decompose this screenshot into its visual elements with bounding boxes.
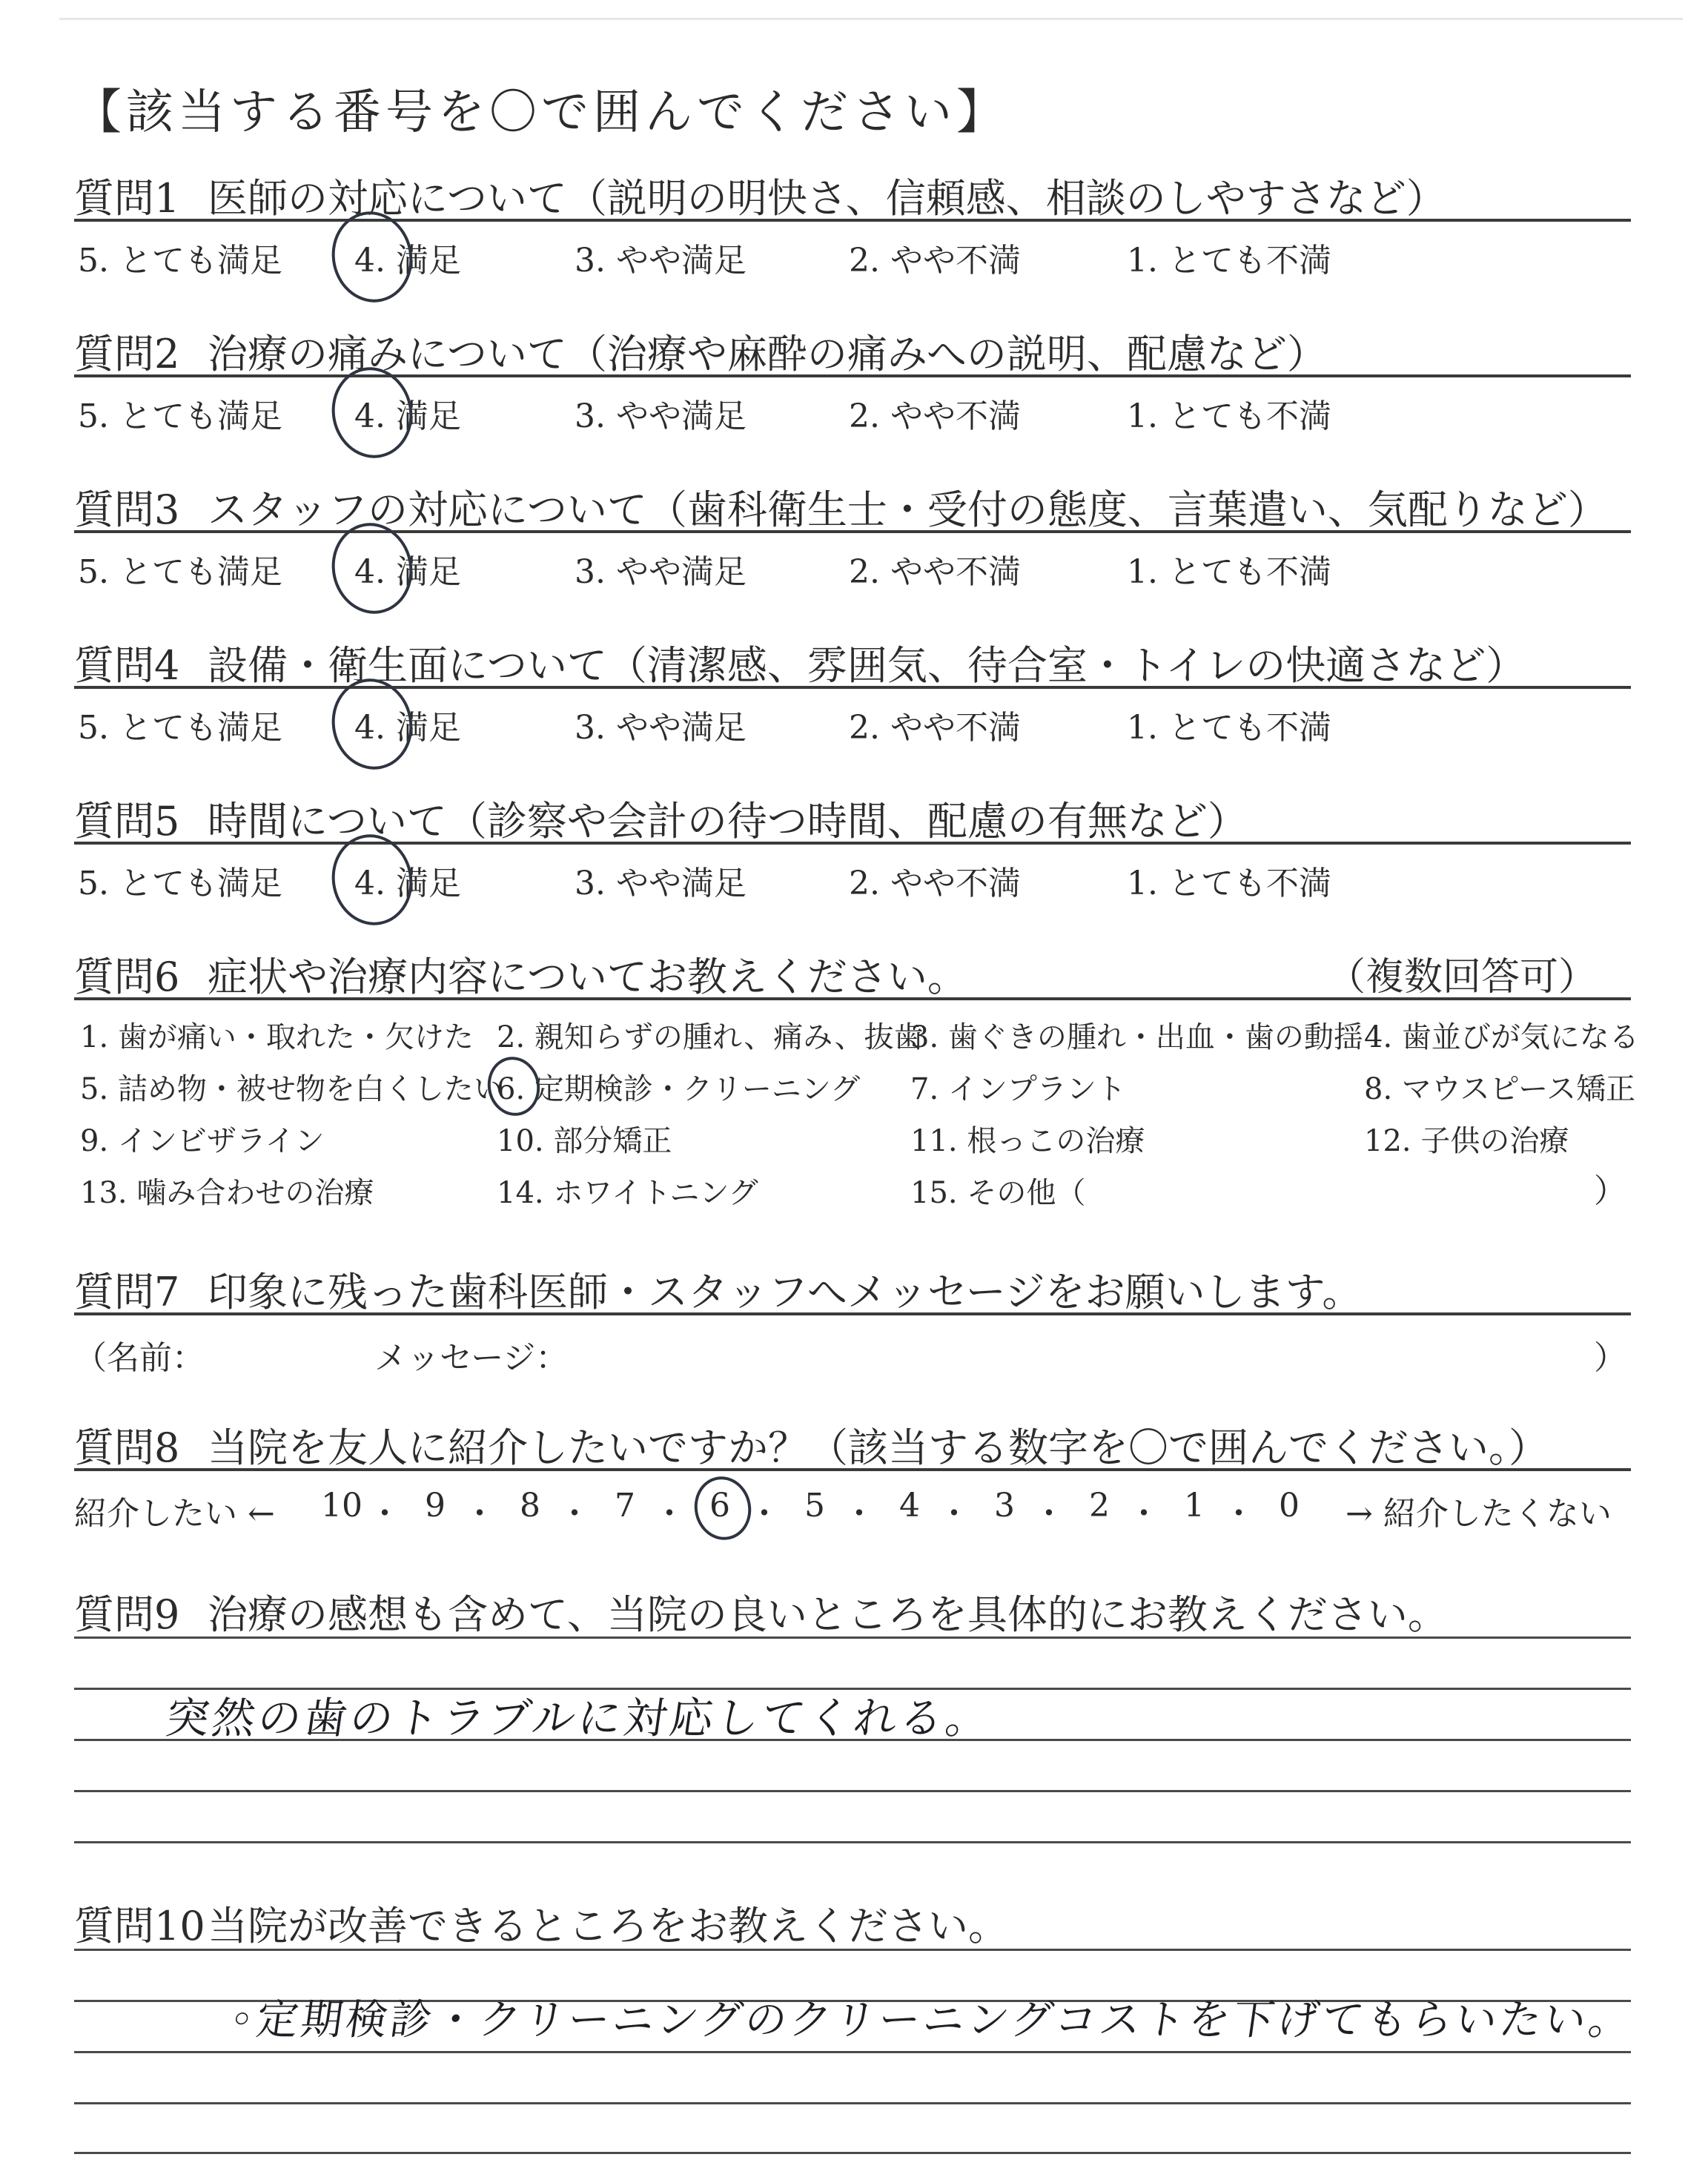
q9-handwritten-answer: 突然の歯のトラブルに対応してくれる。	[162, 1693, 996, 1743]
scale-value-8[interactable]: 8	[520, 1487, 540, 1525]
rating-option-1[interactable]: 1. とても不満	[1127, 242, 1331, 280]
symptom-option-1[interactable]: 1. 歯が痛い・取れた・欠けた	[80, 1020, 474, 1054]
rating-option-2[interactable]: 2. やや不満	[849, 242, 1021, 280]
question-5-title	[74, 790, 1248, 847]
question-6-title	[74, 945, 967, 1003]
symptom-option-6[interactable]: 6. 定期検診・クリーニング	[497, 1072, 861, 1106]
symptom-option-14[interactable]: 14. ホワイトニング	[497, 1176, 758, 1210]
scale-separator: ・	[368, 1495, 401, 1533]
scale-value-10[interactable]: 10	[321, 1487, 363, 1525]
question-text: 当院が改善できるところをお教えください。	[208, 1903, 1008, 1949]
symptom-option-2[interactable]: 2. 親知らずの腫れ、痛み、抜歯	[497, 1020, 924, 1054]
rating-option-4[interactable]: 4. 満足	[354, 242, 461, 280]
rating-option-4[interactable]: 4. 満足	[354, 865, 461, 902]
question-text: 設備・衛生面について（清潔感、雰囲気、待合室・トイレの快適さなど）	[208, 642, 1526, 689]
q10-handwritten-answer: ◦定期検診・クリーニングのクリーニングコストを下げてもらいたい。	[225, 1996, 1637, 2044]
scale-separator: ・	[653, 1495, 686, 1533]
scale-separator: ・	[938, 1495, 970, 1533]
rating-option-5[interactable]: 5. とても満足	[78, 865, 282, 902]
question-rule	[74, 530, 1631, 533]
question-9-title	[74, 1583, 1448, 1640]
answer-line	[74, 1841, 1631, 1843]
other-close-paren: ）	[1594, 1172, 1626, 1210]
question-7-title	[74, 1261, 1362, 1318]
rating-option-2[interactable]: 2. やや不満	[849, 553, 1021, 591]
rating-option-3[interactable]: 3. やや満足	[575, 709, 747, 747]
scale-value-2[interactable]: 2	[1089, 1487, 1110, 1525]
rating-option-5[interactable]: 5. とても満足	[78, 709, 282, 747]
rating-option-4[interactable]: 4. 満足	[354, 553, 461, 591]
symptom-option-11[interactable]: 11. 根っこの治療	[910, 1124, 1145, 1158]
question-rule	[74, 1468, 1631, 1471]
message-close-paren: ）	[1594, 1339, 1626, 1377]
scale-separator: ・	[463, 1495, 496, 1533]
question-number: 質問9	[74, 1591, 180, 1638]
question-number: 質問6	[74, 954, 180, 1000]
symptom-option-4[interactable]: 4. 歯並びが気になる	[1364, 1020, 1639, 1054]
scale-separator: ・	[1128, 1495, 1160, 1533]
scale-separator: ・	[748, 1495, 781, 1533]
question-text: 当院を友人に紹介したいですか？（該当する数字を〇で囲んでください。）	[208, 1424, 1549, 1471]
rating-option-3[interactable]: 3. やや満足	[575, 397, 747, 435]
symptom-option-15[interactable]: 15. その他（	[910, 1176, 1086, 1210]
scale-separator: ・	[558, 1495, 591, 1533]
scale-separator: ・	[843, 1495, 875, 1533]
question-text: 症状や治療内容についてお教えください。	[208, 954, 967, 1000]
question-rule	[74, 374, 1631, 377]
question-text: 時間について（診察や会計の待つ時間、配慮の有無など）	[208, 798, 1248, 845]
scale-value-0[interactable]: 0	[1279, 1487, 1300, 1525]
scale-separator: ・	[1033, 1495, 1065, 1533]
name-label: （名前：	[74, 1339, 205, 1377]
question-2-title	[74, 323, 1327, 380]
question-10-title	[74, 1895, 1008, 1952]
rating-option-1[interactable]: 1. とても不満	[1127, 865, 1331, 902]
question-text: 治療の感想も含めて、当院の良いところを具体的にお教えください。	[208, 1591, 1448, 1638]
question-number: 質問3	[74, 486, 180, 533]
scale-value-6[interactable]: 6	[709, 1487, 730, 1525]
question-8-title	[74, 1416, 1549, 1473]
rating-option-2[interactable]: 2. やや不満	[849, 397, 1021, 435]
question-number: 質問8	[74, 1424, 180, 1471]
answer-line	[74, 2102, 1631, 2104]
scale-value-3[interactable]: 3	[994, 1487, 1015, 1525]
rating-option-5[interactable]: 5. とても満足	[78, 242, 282, 280]
answer-line	[74, 2152, 1631, 2154]
scale-value-1[interactable]: 1	[1184, 1487, 1205, 1525]
question-1-title	[74, 167, 1446, 224]
question-4-title	[74, 634, 1526, 691]
recommend-label: 紹介したい ←	[74, 1495, 275, 1533]
rating-option-3[interactable]: 3. やや満足	[575, 865, 747, 902]
rating-option-2[interactable]: 2. やや不満	[849, 865, 1021, 902]
question-text: スタッフの対応について（歯科衛生士・受付の態度、言葉遣い、気配りなど）	[208, 486, 1608, 533]
answer-line	[74, 1790, 1631, 1792]
rating-option-3[interactable]: 3. やや満足	[575, 553, 747, 591]
rating-option-4[interactable]: 4. 満足	[354, 709, 461, 747]
scale-separator: ・	[1222, 1495, 1255, 1533]
rating-option-5[interactable]: 5. とても満足	[78, 397, 282, 435]
question-text: 治療の痛みについて（治療や麻酔の痛みへの説明、配慮など）	[208, 331, 1327, 377]
symptom-option-12[interactable]: 12. 子供の治療	[1364, 1124, 1569, 1158]
symptom-option-5[interactable]: 5. 詰め物・被せ物を白くしたい	[80, 1072, 503, 1106]
multiple-answer-note: （複数回答可）	[1326, 955, 1597, 1000]
scale-value-9[interactable]: 9	[425, 1487, 446, 1525]
scale-value-7[interactable]: 7	[615, 1487, 635, 1525]
rating-option-1[interactable]: 1. とても不満	[1127, 397, 1331, 435]
question-number: 質問10	[74, 1903, 205, 1949]
question-number: 質問2	[74, 331, 180, 377]
page-heading: 【該当する番号を〇で囲んでください】	[74, 85, 1008, 140]
symptom-option-10[interactable]: 10. 部分矯正	[497, 1124, 672, 1158]
question-rule	[74, 997, 1631, 1000]
symptom-option-7[interactable]: 7. インプラント	[910, 1072, 1126, 1106]
answer-line	[74, 2051, 1631, 2053]
question-number: 質問4	[74, 642, 180, 689]
question-rule	[74, 219, 1631, 222]
rating-option-3[interactable]: 3. やや満足	[575, 242, 747, 280]
rating-option-5[interactable]: 5. とても満足	[78, 553, 282, 591]
question-text: 医師の対応について（説明の明快さ、信頼感、相談のしやすさなど）	[208, 175, 1446, 222]
scale-value-5[interactable]: 5	[804, 1487, 825, 1525]
question-rule	[74, 686, 1631, 689]
rating-option-1[interactable]: 1. とても不満	[1127, 709, 1331, 747]
rating-option-2[interactable]: 2. やや不満	[849, 709, 1021, 747]
question-rule	[74, 842, 1631, 845]
question-text: 印象に残った歯科医師・スタッフへメッセージをお願いします。	[208, 1269, 1363, 1315]
rating-option-4[interactable]: 4. 満足	[354, 397, 461, 435]
message-label: メッセージ：	[374, 1339, 569, 1377]
question-number: 質問1	[74, 175, 180, 222]
symptom-option-3[interactable]: 3. 歯ぐきの腫れ・出血・歯の動揺	[910, 1020, 1363, 1054]
scale-value-4[interactable]: 4	[899, 1487, 920, 1525]
rating-option-1[interactable]: 1. とても不満	[1127, 553, 1331, 591]
question-rule	[74, 1312, 1631, 1315]
top-border	[59, 18, 1683, 20]
not-recommend-label: → 紹介したくない	[1345, 1495, 1612, 1533]
symptom-option-9[interactable]: 9. インビザライン	[80, 1124, 325, 1158]
question-3-title	[74, 478, 1608, 535]
symptom-option-13[interactable]: 13. 噛み合わせの治療	[80, 1176, 374, 1210]
answer-line	[74, 1949, 1631, 1951]
answer-line	[74, 1636, 1631, 1639]
symptom-option-8[interactable]: 8. マウスピース矯正	[1364, 1072, 1636, 1106]
question-number: 質問5	[74, 798, 180, 845]
question-number: 質問7	[74, 1269, 180, 1315]
